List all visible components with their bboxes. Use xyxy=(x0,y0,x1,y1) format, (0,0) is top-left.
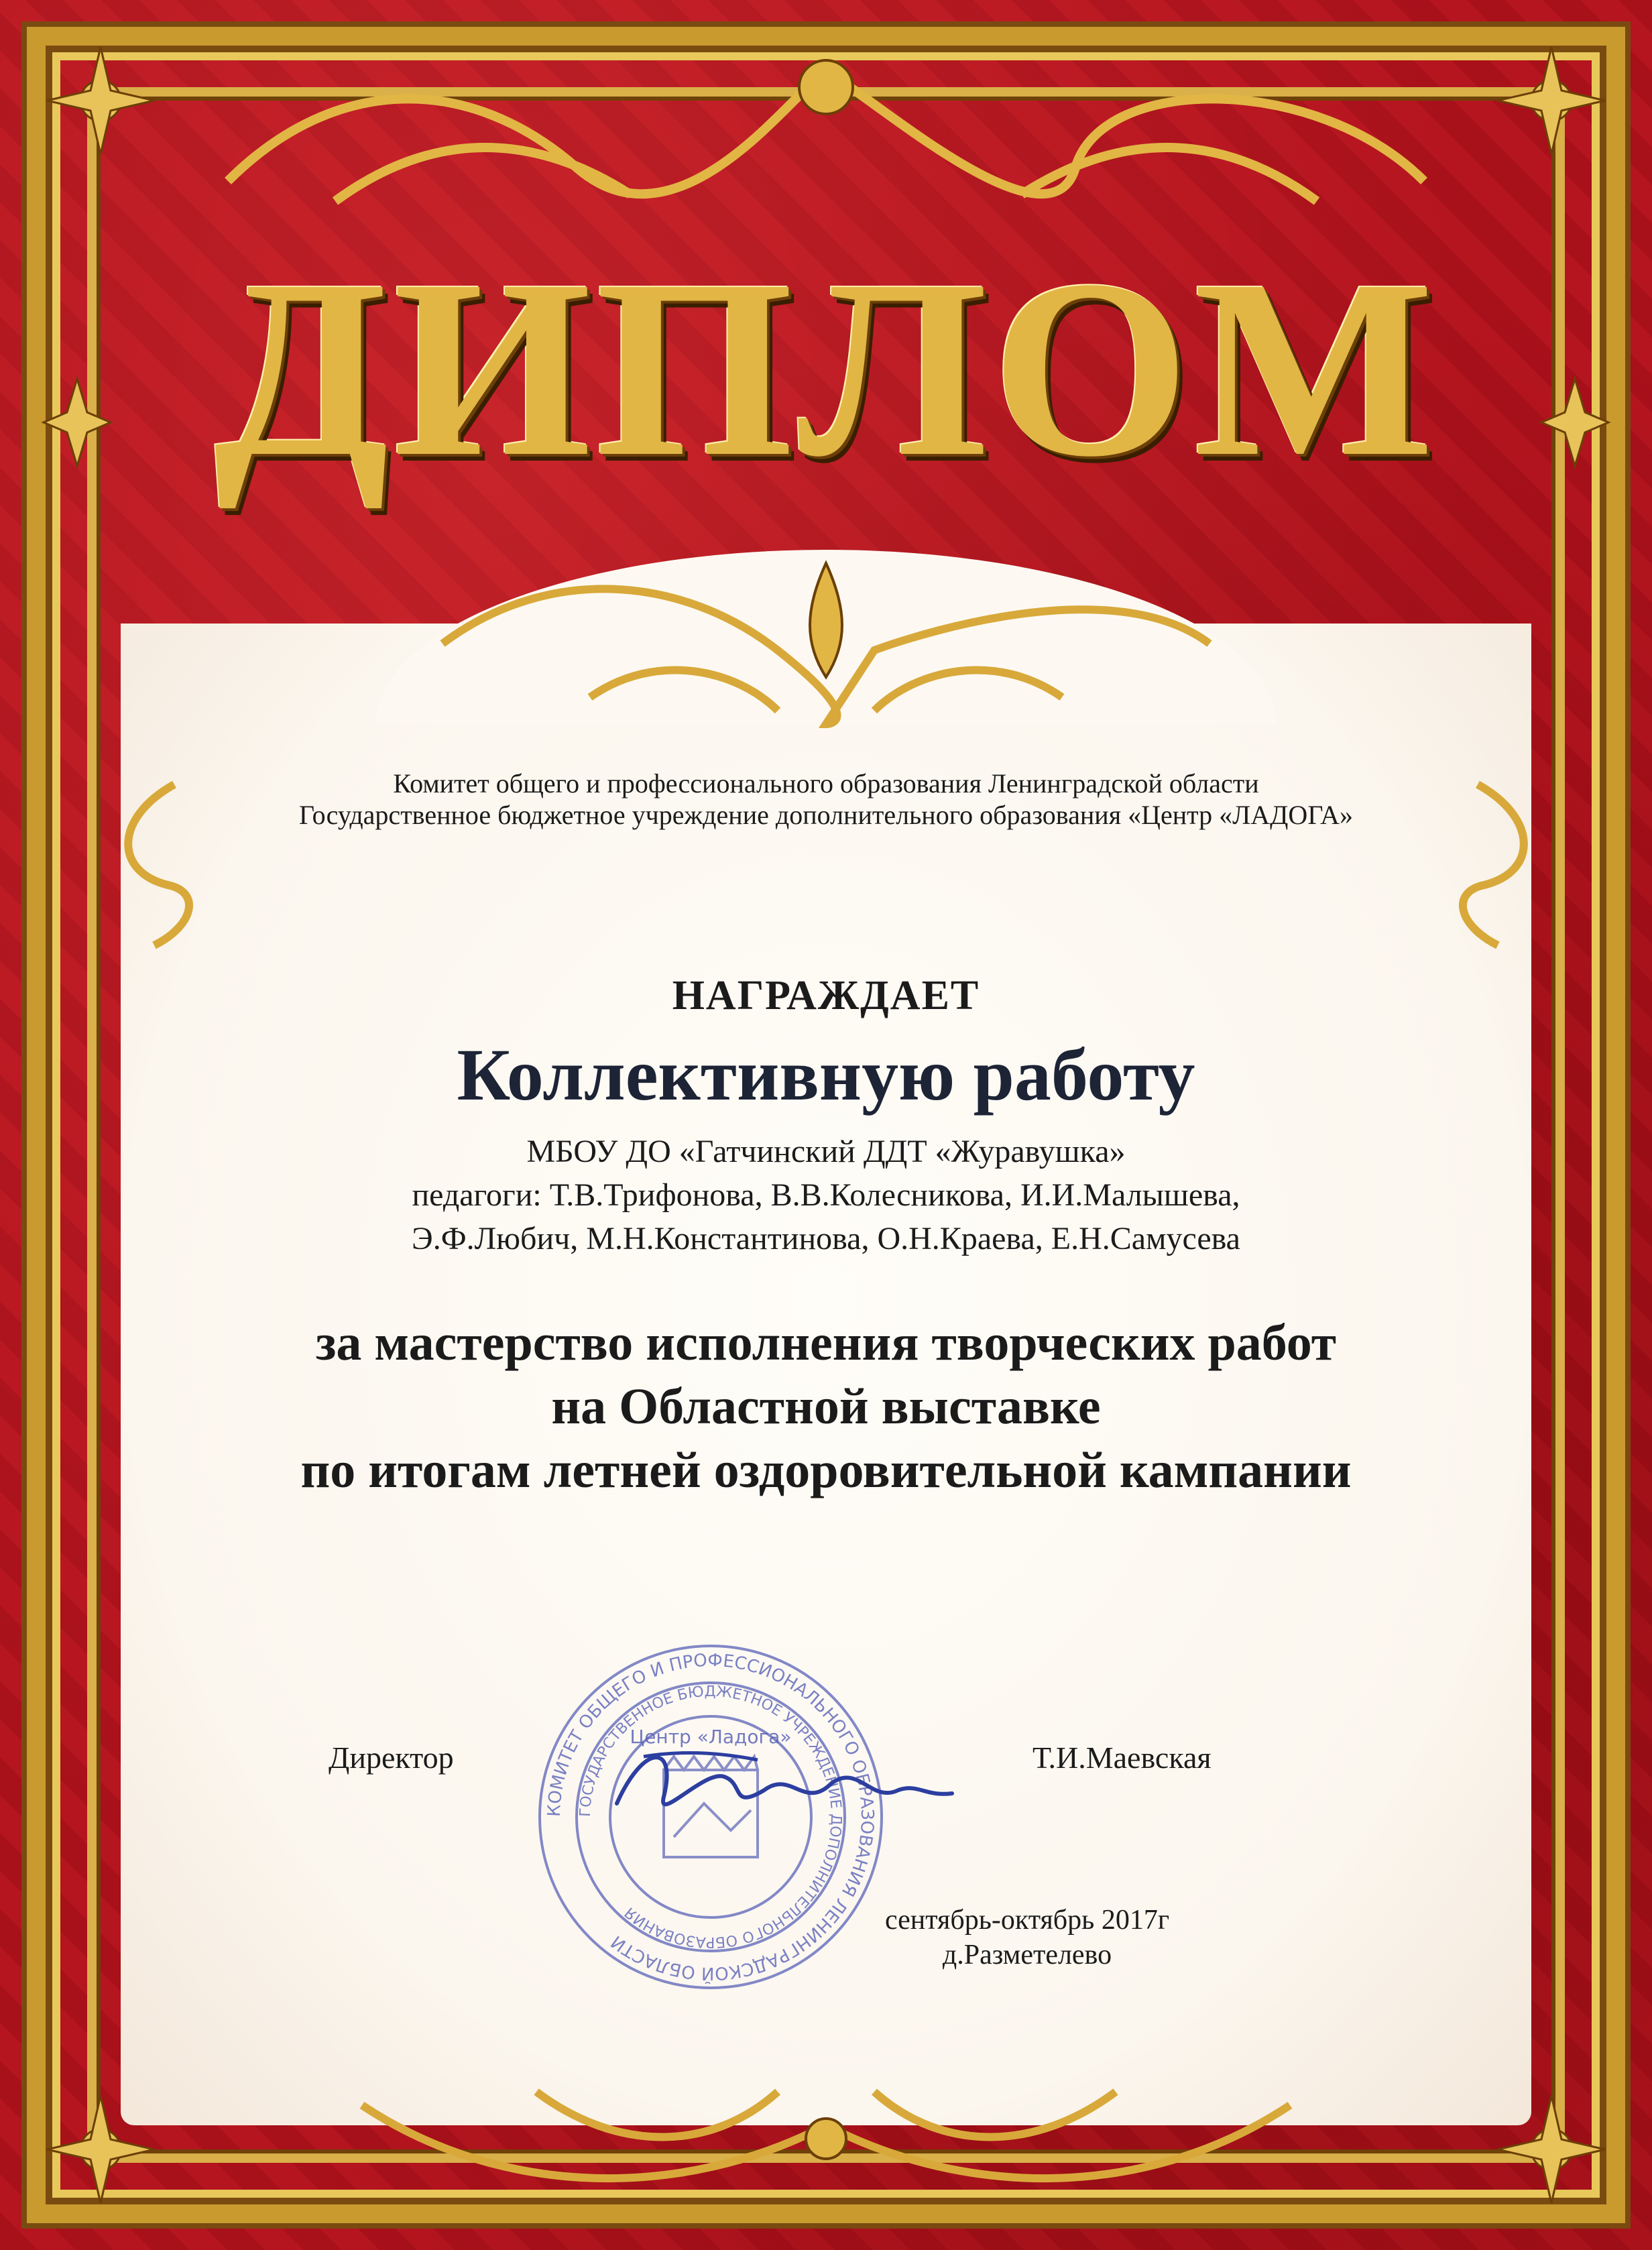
bottom-scroll-ornament xyxy=(335,2065,1317,2212)
diploma-title: ДИПЛОМ xyxy=(214,227,1438,510)
award-date: сентябрь-октябрь 2017г xyxy=(884,1905,1170,1936)
award-place: д.Разметелево xyxy=(942,1940,1112,1970)
reason-line-1: за мастерство исполнения творческих работ xyxy=(315,1315,1337,1371)
corner-ornament-top-left xyxy=(40,40,161,161)
reason-line-2: на Областной выставке xyxy=(551,1378,1101,1435)
stamp-center-text: Центр «Ладога» xyxy=(630,1726,792,1748)
corner-ornament-top-right xyxy=(1491,40,1612,161)
award-recipient: Коллективную работу xyxy=(457,1034,1195,1116)
teachers-line-2: Э.Ф.Любич, М.Н.Константинова, О.Н.Краева, Е.Н.Самусева xyxy=(412,1221,1240,1256)
school-name: МБОУ ДО «Гатчинский ДДТ «Журавушка» xyxy=(526,1134,1126,1169)
reason-line-3: по итогам летней оздоровительной кампании xyxy=(300,1442,1352,1498)
top-scroll-ornament xyxy=(201,47,1451,221)
director-title: Директор xyxy=(329,1740,454,1775)
director-name: Т.И.Маевская xyxy=(1032,1740,1212,1775)
stamp-inner-text: ГОСУДАРСТВЕННОЕ БЮДЖЕТНОЕ УЧРЕЖДЕНИЕ ДОПОЛНИТЕЛЬНОГО ОБРАЗОВАНИЯ xyxy=(577,1683,845,1951)
stamp-outer-text: КОМИТЕТ ОБЩЕГО И ПРОФЕССИОНАЛЬНОГО ОБРАЗОВАНИЯ ЛЕНИНГРАДСКОЙ ОБЛАСТИ xyxy=(544,1650,878,1984)
teachers-line-1: педагоги: Т.В.Трифонова, В.В.Колесникова, И.И.Малышева, xyxy=(412,1177,1240,1213)
director-signature xyxy=(603,1730,979,1830)
organization-line-2: Государственное бюджетное учреждение дополнительного образования «Центр «ЛАДОГА» xyxy=(299,800,1353,830)
award-verb: НАГРАЖДАЕТ xyxy=(672,973,980,1018)
organization-line-1: Комитет общего и профессионального образования Ленинградской области xyxy=(393,768,1259,798)
center-scroll-ornament xyxy=(402,550,1250,744)
